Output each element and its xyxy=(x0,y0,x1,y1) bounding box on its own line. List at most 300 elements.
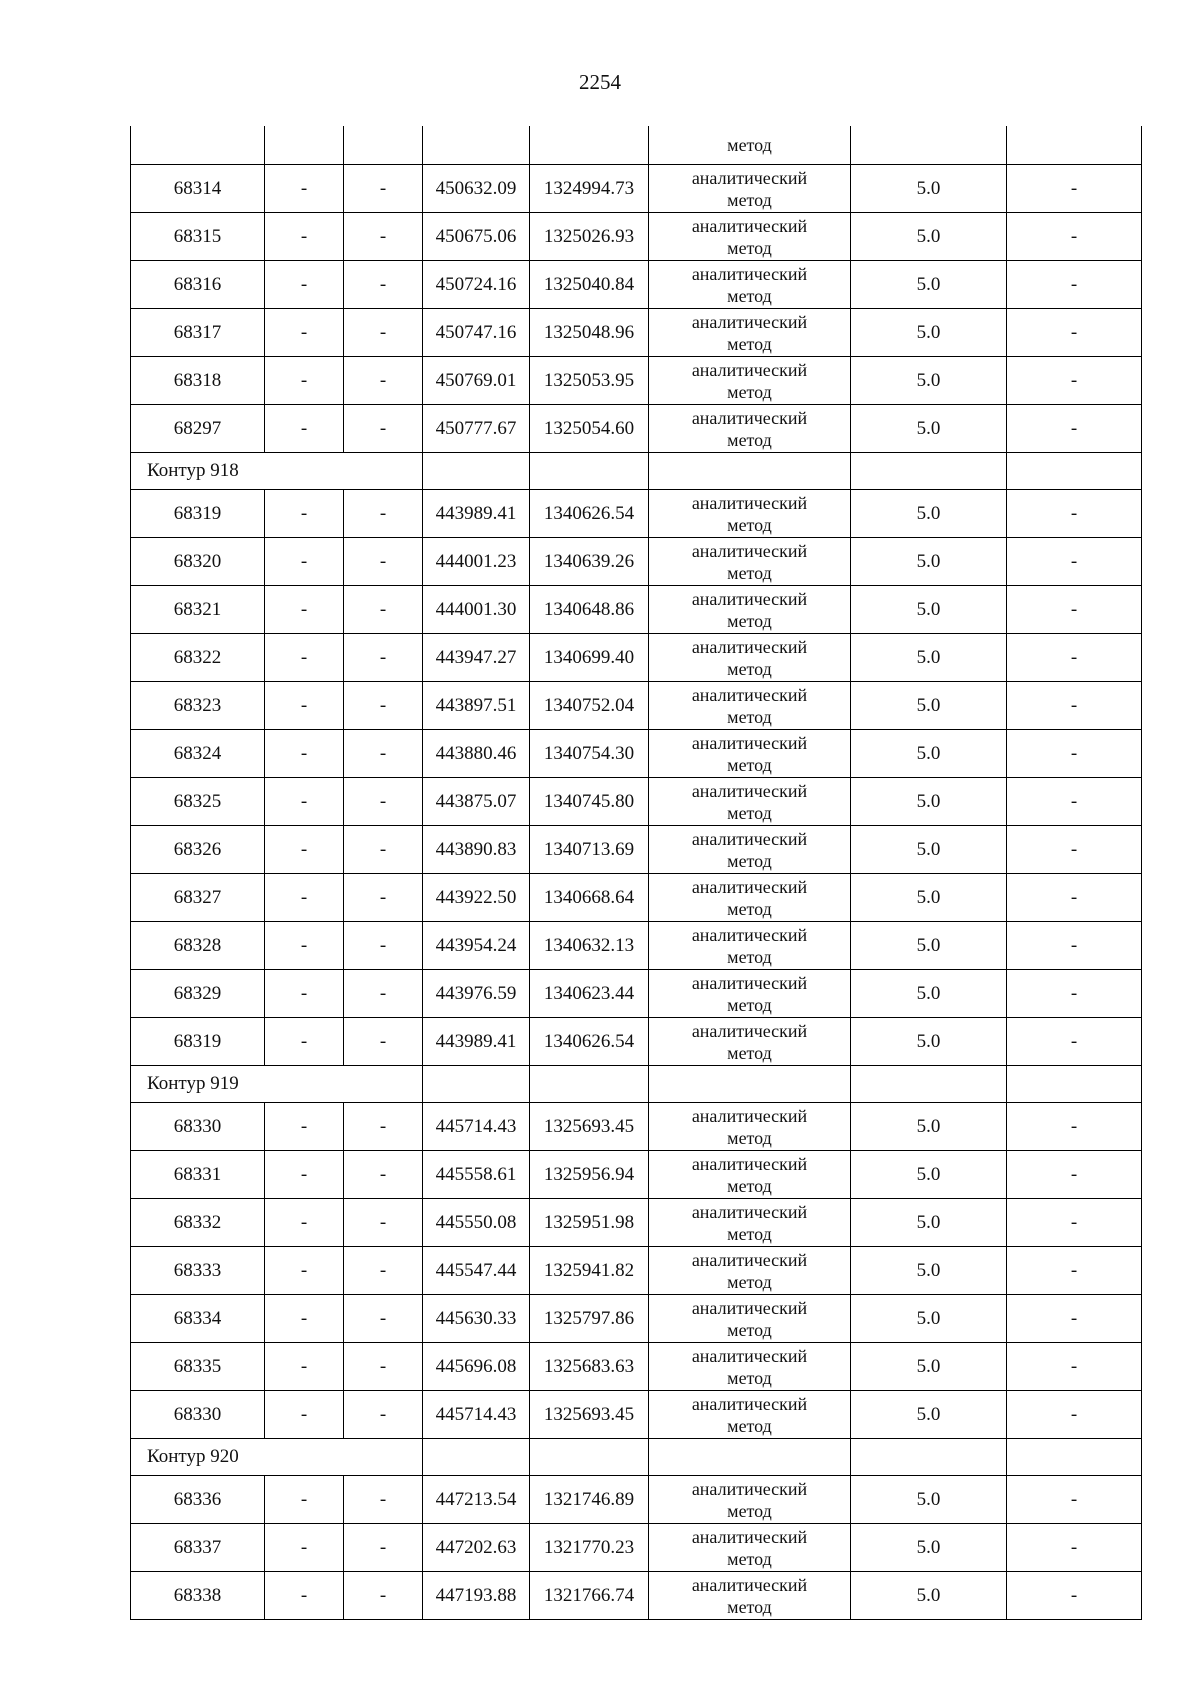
cell-accuracy: 5.0 xyxy=(851,1572,1007,1620)
cell-col2: - xyxy=(265,1247,344,1295)
cell-method xyxy=(649,1018,851,1066)
cell-note: - xyxy=(1007,1343,1142,1391)
cell-accuracy: 5.0 xyxy=(851,970,1007,1018)
method-line-1: аналитический xyxy=(691,1020,808,1041)
cell-point-id: 68330 xyxy=(131,1103,265,1151)
cell-col2: - xyxy=(265,405,344,453)
cell-method xyxy=(649,1103,851,1151)
cell-point-id: 68297 xyxy=(131,405,265,453)
cell-y: 1325026.93 xyxy=(530,213,649,261)
cell-point-id: 68324 xyxy=(131,730,265,778)
method-line-1: аналитический xyxy=(691,1153,808,1174)
empty-cell xyxy=(1007,1439,1142,1476)
cell-col3: - xyxy=(344,1018,423,1066)
cell-x: 443989.41 xyxy=(423,1018,530,1066)
empty-cell xyxy=(423,1439,530,1476)
cell-method xyxy=(649,1572,851,1620)
cell-note: - xyxy=(1007,730,1142,778)
cell-point-id: 68330 xyxy=(131,1391,265,1439)
cell-y: 1325683.63 xyxy=(530,1343,649,1391)
cell-accuracy: 5.0 xyxy=(851,1103,1007,1151)
cell-x: 450675.06 xyxy=(423,213,530,261)
cell-col2: - xyxy=(265,1391,344,1439)
method-line-2: метод xyxy=(727,706,772,727)
cell-point-id: 68319 xyxy=(131,1018,265,1066)
cell-col2: - xyxy=(265,165,344,213)
method-line-1: аналитический xyxy=(691,732,808,753)
cell-col2: - xyxy=(265,730,344,778)
cell-y: 1325951.98 xyxy=(530,1199,649,1247)
table-row xyxy=(131,261,1142,309)
cell-accuracy: 5.0 xyxy=(851,634,1007,682)
cell-point-id: 68336 xyxy=(131,1476,265,1524)
cell-col3: - xyxy=(344,730,423,778)
cell-x: 443880.46 xyxy=(423,730,530,778)
cell-point-id: 68319 xyxy=(131,490,265,538)
cell-point-id: 68334 xyxy=(131,1295,265,1343)
cell-note: - xyxy=(1007,1391,1142,1439)
cell-method xyxy=(649,1151,851,1199)
method-line-1: аналитический xyxy=(691,876,808,897)
cell-point-id: 68327 xyxy=(131,874,265,922)
cell-y xyxy=(530,126,649,165)
cell-note: - xyxy=(1007,1018,1142,1066)
cell-method xyxy=(649,126,851,165)
cell-method xyxy=(649,1343,851,1391)
cell-col3: - xyxy=(344,874,423,922)
cell-col2: - xyxy=(265,586,344,634)
cell-col2: - xyxy=(265,1199,344,1247)
cell-note: - xyxy=(1007,826,1142,874)
cell-y: 1340648.86 xyxy=(530,586,649,634)
cell-col3: - xyxy=(344,165,423,213)
table-row xyxy=(131,1572,1142,1620)
cell-x: 447213.54 xyxy=(423,1476,530,1524)
cell-y: 1325693.45 xyxy=(530,1391,649,1439)
cell-y: 1340668.64 xyxy=(530,874,649,922)
empty-cell xyxy=(649,453,851,490)
method-line-1: аналитический xyxy=(691,359,808,380)
cell-point-id: 68338 xyxy=(131,1572,265,1620)
empty-cell xyxy=(530,1066,649,1103)
method-line-1: аналитический xyxy=(691,215,808,236)
cell-method xyxy=(649,922,851,970)
cell-y: 1321766.74 xyxy=(530,1572,649,1620)
cell-x: 450777.67 xyxy=(423,405,530,453)
cell-note: - xyxy=(1007,1572,1142,1620)
table-row xyxy=(131,826,1142,874)
cell-point-id: 68314 xyxy=(131,165,265,213)
cell-x: 447202.63 xyxy=(423,1524,530,1572)
page-number: 2254 xyxy=(579,70,621,94)
method-line-2: метод xyxy=(727,1548,772,1569)
cell-method xyxy=(649,730,851,778)
method-line-2: метод xyxy=(727,189,772,210)
cell-accuracy: 5.0 xyxy=(851,357,1007,405)
method-line-1: аналитический xyxy=(691,636,808,657)
cell-y: 1340626.54 xyxy=(530,490,649,538)
cell-col2: - xyxy=(265,1524,344,1572)
table-row xyxy=(131,586,1142,634)
cell-y: 1340639.26 xyxy=(530,538,649,586)
cell-col2: - xyxy=(265,490,344,538)
method-line-1: аналитический xyxy=(691,1105,808,1126)
empty-cell xyxy=(649,1066,851,1103)
table-row xyxy=(131,1391,1142,1439)
cell-col2: - xyxy=(265,261,344,309)
table-row-continued xyxy=(131,126,1142,165)
cell-point-id: 68328 xyxy=(131,922,265,970)
method-line-1: аналитический xyxy=(691,1297,808,1318)
method-line-2: метод xyxy=(727,1271,772,1292)
method-line-1: аналитический xyxy=(691,1478,808,1499)
cell-y: 1340632.13 xyxy=(530,922,649,970)
cell-method xyxy=(649,1391,851,1439)
table-row xyxy=(131,538,1142,586)
cell-note: - xyxy=(1007,1151,1142,1199)
cell-point-id: 68335 xyxy=(131,1343,265,1391)
cell-point-id: 68316 xyxy=(131,261,265,309)
empty-cell xyxy=(1007,1066,1142,1103)
method-line-1: аналитический xyxy=(691,1393,808,1414)
empty-cell xyxy=(649,1439,851,1476)
cell-point-id: 68326 xyxy=(131,826,265,874)
method-line-2: метод xyxy=(727,333,772,354)
cell-point-id: 68332 xyxy=(131,1199,265,1247)
cell-col2: - xyxy=(265,826,344,874)
cell-y: 1340754.30 xyxy=(530,730,649,778)
cell-col2: - xyxy=(265,538,344,586)
method-line-2: метод xyxy=(727,1319,772,1340)
cell-point-id: 68318 xyxy=(131,357,265,405)
cell-col3: - xyxy=(344,538,423,586)
table-row xyxy=(131,730,1142,778)
cell-method xyxy=(649,538,851,586)
cell-method xyxy=(649,874,851,922)
cell-x: 443922.50 xyxy=(423,874,530,922)
cell-col2: - xyxy=(265,1572,344,1620)
cell-y: 1340713.69 xyxy=(530,826,649,874)
cell-accuracy: 5.0 xyxy=(851,1391,1007,1439)
cell-method xyxy=(649,1295,851,1343)
empty-cell xyxy=(851,1066,1007,1103)
cell-accuracy: 5.0 xyxy=(851,778,1007,826)
cell-note: - xyxy=(1007,1103,1142,1151)
method-line-2: метод xyxy=(727,1500,772,1521)
cell-note: - xyxy=(1007,634,1142,682)
method-line-1: аналитический xyxy=(691,1574,808,1595)
cell-point-id: 68333 xyxy=(131,1247,265,1295)
table-row xyxy=(131,1151,1142,1199)
method-line-2: метод xyxy=(727,1367,772,1388)
cell-note: - xyxy=(1007,213,1142,261)
table-row xyxy=(131,1018,1142,1066)
method-line-1: аналитический xyxy=(691,924,808,945)
cell-col2: - xyxy=(265,1295,344,1343)
method-line-1: аналитический xyxy=(691,780,808,801)
cell-accuracy: 5.0 xyxy=(851,730,1007,778)
cell-col2: - xyxy=(265,970,344,1018)
table-row xyxy=(131,357,1142,405)
cell-accuracy: 5.0 xyxy=(851,261,1007,309)
cell-accuracy: 5.0 xyxy=(851,1343,1007,1391)
cell-note: - xyxy=(1007,970,1142,1018)
cell-col3: - xyxy=(344,1572,423,1620)
coordinates-table xyxy=(130,126,1142,1620)
cell-y: 1340745.80 xyxy=(530,778,649,826)
cell-note: - xyxy=(1007,874,1142,922)
cell-method xyxy=(649,1247,851,1295)
method-line-1: аналитический xyxy=(691,492,808,513)
method-text: метод xyxy=(727,134,772,155)
method-line-1: аналитический xyxy=(691,311,808,332)
cell-x: 450769.01 xyxy=(423,357,530,405)
cell-col3: - xyxy=(344,1524,423,1572)
cell-note: - xyxy=(1007,586,1142,634)
cell-note: - xyxy=(1007,922,1142,970)
empty-cell xyxy=(530,1439,649,1476)
method-line-1: аналитический xyxy=(691,1249,808,1270)
cell-x: 443890.83 xyxy=(423,826,530,874)
cell-note: - xyxy=(1007,778,1142,826)
table-row xyxy=(131,213,1142,261)
cell-x: 443947.27 xyxy=(423,634,530,682)
cell-col2 xyxy=(265,126,344,165)
cell-y: 1321770.23 xyxy=(530,1524,649,1572)
cell-col3: - xyxy=(344,261,423,309)
cell-col3: - xyxy=(344,1391,423,1439)
cell-col3: - xyxy=(344,213,423,261)
method-line-2: метод xyxy=(727,1175,772,1196)
cell-accuracy: 5.0 xyxy=(851,1151,1007,1199)
cell-point-id: 68329 xyxy=(131,970,265,1018)
table-row xyxy=(131,1524,1142,1572)
cell-x: 447193.88 xyxy=(423,1572,530,1620)
table-row xyxy=(131,634,1142,682)
empty-cell xyxy=(423,1066,530,1103)
cell-method xyxy=(649,634,851,682)
cell-point-id: 68322 xyxy=(131,634,265,682)
cell-y: 1321746.89 xyxy=(530,1476,649,1524)
cell-col3: - xyxy=(344,357,423,405)
method-line-2: метод xyxy=(727,514,772,535)
method-line-2: метод xyxy=(727,850,772,871)
table-row xyxy=(131,778,1142,826)
method-line-2: метод xyxy=(727,1127,772,1148)
method-line-1: аналитический xyxy=(691,684,808,705)
cell-col3: - xyxy=(344,586,423,634)
cell-method xyxy=(649,165,851,213)
cell-y: 1325040.84 xyxy=(530,261,649,309)
cell-method xyxy=(649,309,851,357)
cell-method xyxy=(649,213,851,261)
cell-col3: - xyxy=(344,309,423,357)
contour-label: Контур 920 xyxy=(131,1439,423,1476)
method-line-1: аналитический xyxy=(691,167,808,188)
cell-accuracy: 5.0 xyxy=(851,538,1007,586)
cell-accuracy: 5.0 xyxy=(851,1524,1007,1572)
empty-cell xyxy=(851,453,1007,490)
cell-accuracy: 5.0 xyxy=(851,1295,1007,1343)
method-line-2: метод xyxy=(727,754,772,775)
cell-point-id: 68321 xyxy=(131,586,265,634)
cell-col2: - xyxy=(265,634,344,682)
cell-accuracy: 5.0 xyxy=(851,1476,1007,1524)
cell-x: 445714.43 xyxy=(423,1391,530,1439)
cell-accuracy: 5.0 xyxy=(851,874,1007,922)
cell-col2: - xyxy=(265,682,344,730)
cell-accuracy xyxy=(851,126,1007,165)
cell-y: 1325941.82 xyxy=(530,1247,649,1295)
cell-x: 445696.08 xyxy=(423,1343,530,1391)
method-line-2: метод xyxy=(727,1223,772,1244)
cell-col2: - xyxy=(265,1018,344,1066)
cell-x: 445714.43 xyxy=(423,1103,530,1151)
cell-col3: - xyxy=(344,970,423,1018)
cell-col2: - xyxy=(265,1103,344,1151)
cell-note: - xyxy=(1007,165,1142,213)
cell-method xyxy=(649,1524,851,1572)
method-line-2: метод xyxy=(727,802,772,823)
table-body xyxy=(131,126,1142,1620)
method-line-1: аналитический xyxy=(691,540,808,561)
table-row xyxy=(131,165,1142,213)
cell-col2: - xyxy=(265,309,344,357)
cell-method xyxy=(649,826,851,874)
cell-col2: - xyxy=(265,1476,344,1524)
cell-point-id: 68337 xyxy=(131,1524,265,1572)
cell-point-id: 68320 xyxy=(131,538,265,586)
cell-x: 443875.07 xyxy=(423,778,530,826)
table-row xyxy=(131,1247,1142,1295)
table-row xyxy=(131,490,1142,538)
cell-point-id: 68323 xyxy=(131,682,265,730)
cell-col3: - xyxy=(344,405,423,453)
cell-x: 443989.41 xyxy=(423,490,530,538)
cell-method xyxy=(649,490,851,538)
method-line-1: аналитический xyxy=(691,828,808,849)
cell-col2: - xyxy=(265,1343,344,1391)
cell-note: - xyxy=(1007,1199,1142,1247)
table-row xyxy=(131,874,1142,922)
method-line-2: метод xyxy=(727,381,772,402)
table-row xyxy=(131,1295,1142,1343)
cell-col3: - xyxy=(344,1103,423,1151)
method-line-1: аналитический xyxy=(691,263,808,284)
cell-accuracy: 5.0 xyxy=(851,309,1007,357)
cell-method xyxy=(649,405,851,453)
cell-accuracy: 5.0 xyxy=(851,922,1007,970)
contour-label: Контур 918 xyxy=(131,453,423,490)
cell-note: - xyxy=(1007,405,1142,453)
method-line-2: метод xyxy=(727,1415,772,1436)
table-row xyxy=(131,922,1142,970)
cell-col3: - xyxy=(344,1247,423,1295)
cell-col2: - xyxy=(265,922,344,970)
cell-point-id xyxy=(131,126,265,165)
cell-col3: - xyxy=(344,1151,423,1199)
empty-cell xyxy=(423,453,530,490)
cell-x: 443976.59 xyxy=(423,970,530,1018)
cell-note: - xyxy=(1007,1247,1142,1295)
cell-col2: - xyxy=(265,1151,344,1199)
cell-method xyxy=(649,970,851,1018)
cell-note xyxy=(1007,126,1142,165)
cell-accuracy: 5.0 xyxy=(851,405,1007,453)
cell-point-id: 68331 xyxy=(131,1151,265,1199)
method-line-2: метод xyxy=(727,946,772,967)
cell-y: 1340699.40 xyxy=(530,634,649,682)
cell-method xyxy=(649,261,851,309)
cell-x: 450724.16 xyxy=(423,261,530,309)
cell-x xyxy=(423,126,530,165)
cell-y: 1324994.73 xyxy=(530,165,649,213)
empty-cell xyxy=(530,453,649,490)
cell-col2: - xyxy=(265,778,344,826)
method-line-1: аналитический xyxy=(691,1526,808,1547)
table-row xyxy=(131,682,1142,730)
cell-method xyxy=(649,682,851,730)
section-row xyxy=(131,453,1142,490)
method-line-2: метод xyxy=(727,237,772,258)
method-line-2: метод xyxy=(727,429,772,450)
cell-x: 444001.30 xyxy=(423,586,530,634)
cell-note: - xyxy=(1007,1524,1142,1572)
cell-y: 1325797.86 xyxy=(530,1295,649,1343)
cell-accuracy: 5.0 xyxy=(851,213,1007,261)
cell-col3: - xyxy=(344,826,423,874)
cell-accuracy: 5.0 xyxy=(851,586,1007,634)
cell-x: 450747.16 xyxy=(423,309,530,357)
table-row xyxy=(131,1103,1142,1151)
table-row xyxy=(131,309,1142,357)
method-line-2: метод xyxy=(727,1042,772,1063)
cell-note: - xyxy=(1007,357,1142,405)
cell-col3: - xyxy=(344,634,423,682)
cell-point-id: 68317 xyxy=(131,309,265,357)
cell-x: 443954.24 xyxy=(423,922,530,970)
cell-method xyxy=(649,1199,851,1247)
cell-y: 1340752.04 xyxy=(530,682,649,730)
method-line-2: метод xyxy=(727,898,772,919)
method-line-2: метод xyxy=(727,658,772,679)
cell-accuracy: 5.0 xyxy=(851,165,1007,213)
table-row xyxy=(131,1343,1142,1391)
cell-y: 1325048.96 xyxy=(530,309,649,357)
cell-point-id: 68315 xyxy=(131,213,265,261)
cell-y: 1325053.95 xyxy=(530,357,649,405)
cell-col3: - xyxy=(344,1295,423,1343)
cell-x: 445547.44 xyxy=(423,1247,530,1295)
method-line-1: аналитический xyxy=(691,407,808,428)
cell-y: 1325956.94 xyxy=(530,1151,649,1199)
cell-note: - xyxy=(1007,1295,1142,1343)
section-row xyxy=(131,1439,1142,1476)
cell-accuracy: 5.0 xyxy=(851,1247,1007,1295)
empty-cell xyxy=(1007,453,1142,490)
cell-col2: - xyxy=(265,213,344,261)
cell-y: 1325693.45 xyxy=(530,1103,649,1151)
method-line-1: аналитический xyxy=(691,1201,808,1222)
cell-note: - xyxy=(1007,1476,1142,1524)
cell-y: 1340626.54 xyxy=(530,1018,649,1066)
cell-accuracy: 5.0 xyxy=(851,1199,1007,1247)
cell-accuracy: 5.0 xyxy=(851,826,1007,874)
cell-note: - xyxy=(1007,261,1142,309)
cell-accuracy: 5.0 xyxy=(851,682,1007,730)
table-row xyxy=(131,1199,1142,1247)
cell-col3: - xyxy=(344,922,423,970)
